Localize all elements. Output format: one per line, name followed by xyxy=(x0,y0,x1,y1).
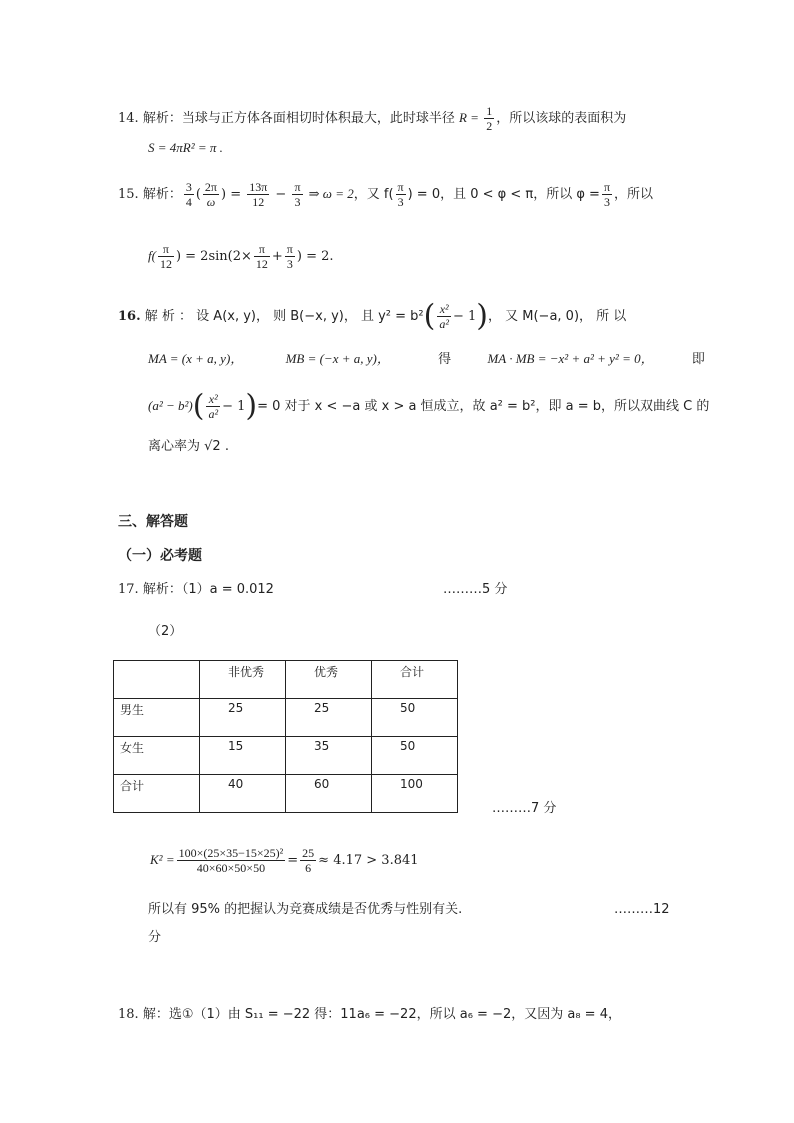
q15-frac6: $\frac{\pi}{3}$ xyxy=(603,180,611,209)
q16-eccentricity: 离心率为 √2 . xyxy=(148,439,229,454)
table-cell: 男生 xyxy=(114,699,200,737)
q14-surface-formula: S = 4πR² = π . xyxy=(148,140,223,155)
contingency-table xyxy=(113,660,458,813)
q16-line2 xyxy=(148,349,705,370)
q16-l1a: 解 析 ： 设 A(x, y)， 则 B(−x, y)， 且 y² = b² xyxy=(144,309,424,324)
q15-mid: ，又 f( xyxy=(353,187,394,202)
table-cell: 50 xyxy=(372,737,458,775)
q18-line1 xyxy=(118,1005,621,1025)
table-cell: 15 xyxy=(200,737,286,775)
table-header-row xyxy=(114,661,458,699)
q16-l3a: (a² − b²) xyxy=(148,398,193,413)
q16-line4 xyxy=(148,437,229,457)
q16-vector-ma: MA = (x + a, y)， xyxy=(148,351,244,366)
q16-number: 16. xyxy=(118,309,141,324)
table-cell: 50 xyxy=(372,699,458,737)
q17-k-fraction: $\frac{\text{100×(25×35−15×25)²}}{40\times 60\times 50\times 50}$ xyxy=(178,846,284,875)
q17-line1 xyxy=(118,580,274,600)
q16-line3: (a² − b²)( $\frac{\text{x²}}{\text{a²}}$ − 1)= 0 对于 x < −a 或 x > a 恒成立，故 a² = b²，即 a = b，所以双曲线 C 的 xyxy=(148,388,710,424)
q17-k-tail: ≈ 4.17 > 3.841 xyxy=(318,853,419,868)
table-cell: 25 xyxy=(286,699,372,737)
table-cell: 35 xyxy=(286,737,372,775)
q15-line1: 15. 解析： $\frac{3}{4}$ ( $\frac{2\pi}{\omega}$ ) = $\frac{13\pi}{12}$ − $\frac{\pi}{3}$ ⇒ ω = 2，又 f( $\frac{\pi}{3}$ ) = 0，且 0 < φ < π，所以 φ = $\frac{\pi}{3}$ ，所以 xyxy=(118,180,654,209)
table-header: 非优秀 xyxy=(200,661,286,699)
table-cell: 女生 xyxy=(114,737,200,775)
table-cell: 60 xyxy=(286,775,372,813)
q15-label: 解析： xyxy=(142,187,182,202)
q16-line1: 16. 解 析 ： 设 A(x, y)， 则 B(−x, y)， 且 y² = b²( $\frac{\text{x²}}{\text{a²}}$ − 1)， 又 M(−a, 0)， 所 以 xyxy=(118,298,627,334)
q15-frac8: $\frac{\pi}{12}$ xyxy=(255,242,268,271)
q16-x-over-a-2: $\frac{\text{x²}}{\text{a²}}$ xyxy=(208,392,219,421)
q15-frac1: $\frac{3}{4}$ xyxy=(185,180,192,209)
q16-l1c: ， 又 M(−a, 0)， 所 以 xyxy=(488,309,627,324)
q15-frac4: $\frac{\pi}{3}$ xyxy=(294,180,301,209)
q15-end: ，所以 xyxy=(614,187,654,202)
q16-x-over-a: $\frac{\text{x²}}{\text{a²}}$ xyxy=(439,302,449,331)
q15-mid2: ) = 0，且 0 < φ < π，所以 φ = xyxy=(407,187,600,202)
table-row xyxy=(114,737,458,775)
q14-radius-label: R = xyxy=(458,110,483,125)
q16-dot-product: MA · MB = −x² + a² + y² = 0， xyxy=(487,351,654,366)
q17-score3-unit: 分 xyxy=(148,930,162,945)
q15-frac9: $\frac{\pi}{3}$ xyxy=(286,242,293,271)
q14-text2: ，所以该球的表面积为 xyxy=(496,111,627,126)
q16-ji: 即 xyxy=(691,352,705,367)
table-cell: 40 xyxy=(200,775,286,813)
q18-text: 解：选①（1）由 S₁₁ = −22 得：11a₆ = −22，所以 a₆ = −2，又因为 a₈ = 4， xyxy=(142,1007,621,1022)
table-cell: 合计 xyxy=(114,775,200,813)
q17-k-formula: K² = $\frac{\text{100×(25×35−15×25)²}}{40\times 60\times 50\times 50}$ = $\frac{25}{6}$ ≈ 4.17 > 3.841 xyxy=(150,846,419,875)
q15-omega: ⇒ ω = 2 xyxy=(308,186,354,201)
q16-de: 得 xyxy=(438,352,452,367)
table-header: 优秀 xyxy=(286,661,372,699)
q17-score2: ………7 分 xyxy=(492,801,557,816)
q17-conclusion: 所以有 95% 的把握认为竞赛成绩是否优秀与性别有关. xyxy=(148,902,463,917)
q16-vector-mb: MB = (−x + a, y)， xyxy=(285,351,390,366)
table-cell xyxy=(114,661,200,699)
section-subtitle: （一）必考题 xyxy=(118,548,202,564)
q17-k2-fraction: $\frac{25}{6}$ xyxy=(302,846,315,875)
table-header: 合计 xyxy=(372,661,458,699)
q15-frac2: $\frac{2\pi}{\omega}$ xyxy=(204,180,217,209)
table-cell: 25 xyxy=(200,699,286,737)
q15-number: 15. xyxy=(118,187,139,202)
q17-number: 17. xyxy=(118,582,139,597)
q16-l3c: = 0 对于 x < −a 或 x > a 恒成立，故 a² = b²，即 a = b，所以双曲线 C 的 xyxy=(257,399,710,414)
q14-half-fraction: $\frac{1}{2}$ xyxy=(486,104,493,133)
q18-number: 18. xyxy=(118,1007,139,1022)
q14-line1 xyxy=(118,104,626,133)
q15-line2: f( $\frac{\pi}{12}$ ) = 2sin(2× $\frac{\pi}{12}$ + $\frac{\pi}{3}$ ) = 2. xyxy=(148,242,334,271)
section-title: 三、解答题 xyxy=(118,514,188,530)
q14-line2 xyxy=(148,138,223,159)
q15-frac5: $\frac{\pi}{3}$ xyxy=(397,180,404,209)
q14-number: 14. xyxy=(118,111,139,126)
table-row xyxy=(114,699,458,737)
q14-text: 解析：当球与正方体各面相切时体积最大，此时球半径 xyxy=(142,111,455,126)
q17-score1: ………5 分 xyxy=(443,582,508,597)
q17-part1: 解析：（1）a = 0.012 xyxy=(142,582,274,597)
q15-frac7: $\frac{\pi}{12}$ xyxy=(159,242,172,271)
q17-score3: ………12 xyxy=(614,902,670,917)
table-cell: 100 xyxy=(372,775,458,813)
q17-k-label: K² = xyxy=(150,852,175,867)
q17-part2: （2） xyxy=(148,624,183,639)
q15-frac3: $\frac{13\pi}{12}$ xyxy=(249,180,268,209)
table-row xyxy=(114,775,458,813)
